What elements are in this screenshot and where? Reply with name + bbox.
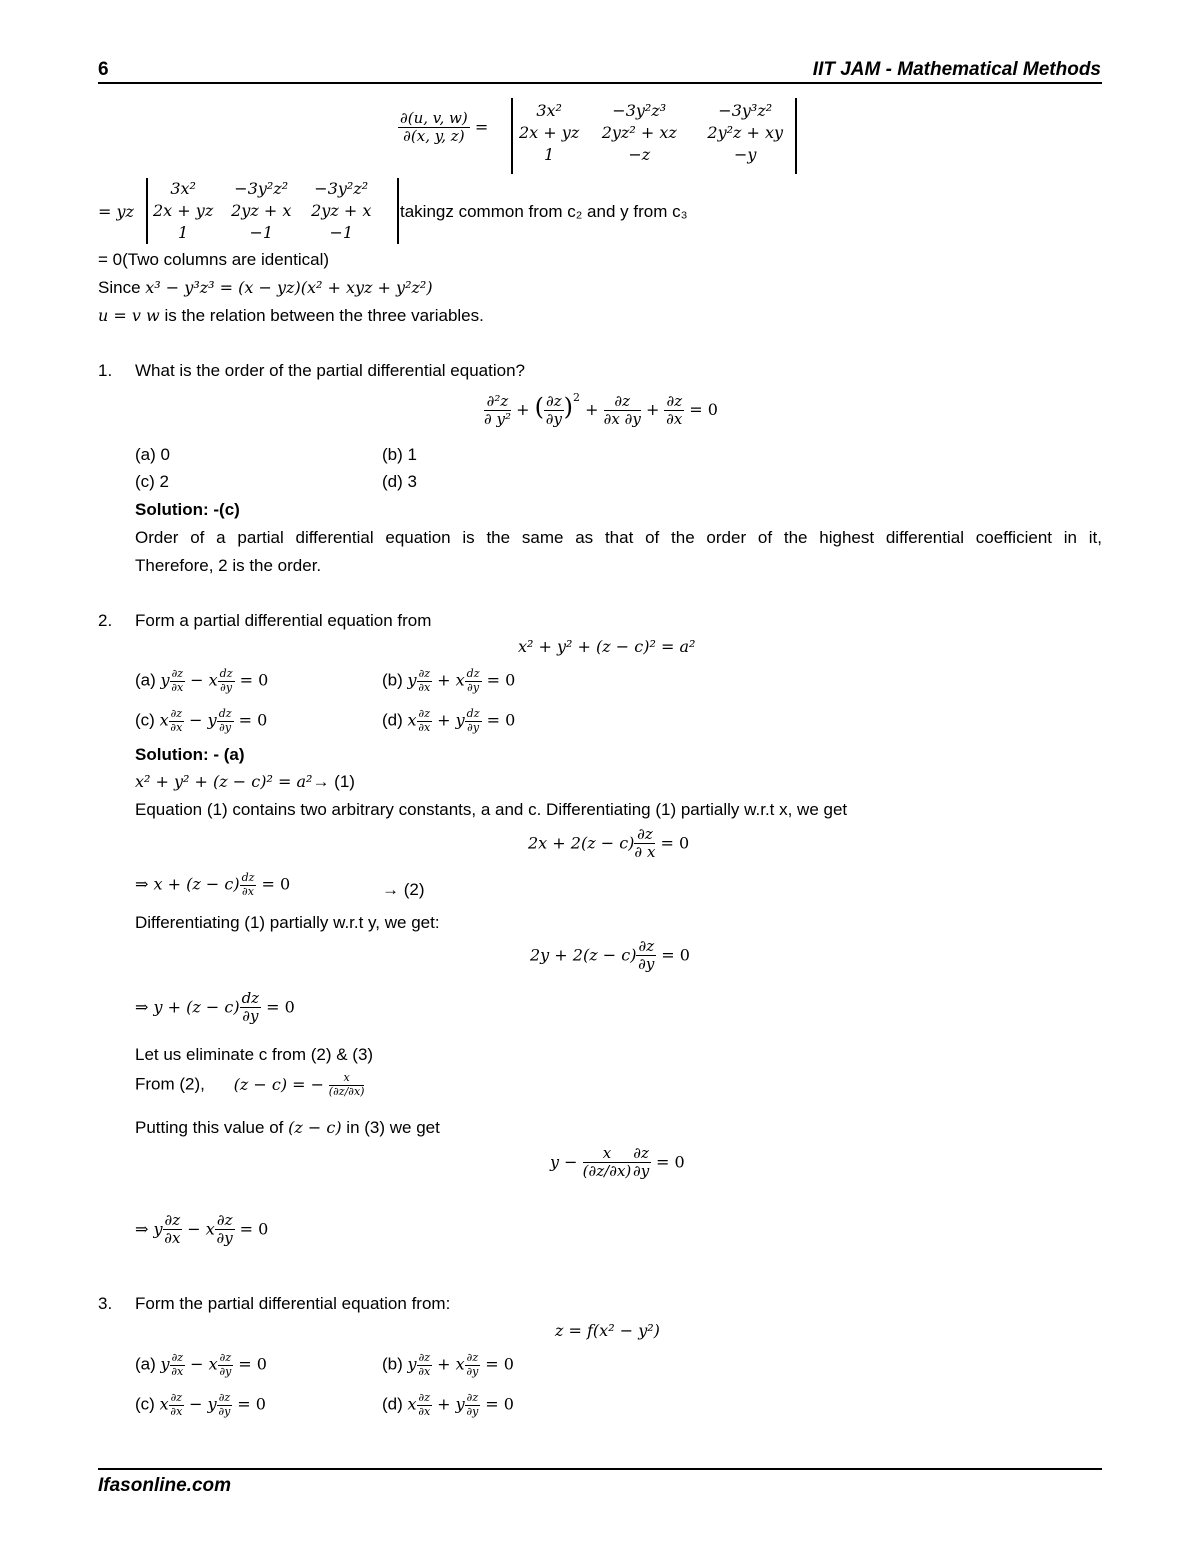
q2-eq3: ⇒ y + (z − c) $\frac{dz}{\partial y}$ = 0 xyxy=(135,989,295,1026)
q2-given-equation: x² + y² + (z − c)² = a² xyxy=(518,637,696,656)
q3-option-a-label: (a) xyxy=(135,1354,156,1374)
q3-option-d-label: (d) xyxy=(382,1394,403,1414)
jacobian-lhs: $\frac{\partial(u, v, w)}{\partial(x, y, z)}$ = xyxy=(400,109,489,146)
relation-text: is the relation between the three variables. xyxy=(164,306,484,325)
q1-solution-label: Solution: -(c) xyxy=(135,500,240,519)
since-label: Since xyxy=(98,278,141,297)
q1-equation: $\frac{\text{∂²z}}{\text{∂ y²}}$ + ( $\frac{\partial z}{\partial y}$ )$^2$ + $\frac{\partial z}{\partial x \partial y}$ + $\frac{\partial z}{\partial x}$ = 0 xyxy=(484,391,718,428)
line-since xyxy=(98,278,433,298)
q1-number: 1. xyxy=(98,361,113,380)
page-number: 6 xyxy=(98,59,109,80)
q2-option-d: (d) x $\frac{\partial z}{\partial x}$ + y $\frac{dz}{\partial y}$ = 0 xyxy=(382,707,516,734)
q2-option-c-label: (c) xyxy=(135,710,155,730)
q3-given-equation: z = f(x² − y²) xyxy=(555,1321,660,1340)
det2-matrix xyxy=(146,178,380,244)
q2-eq1-tag: → (1) xyxy=(312,772,355,791)
det1-cell: 2yz² + xz xyxy=(601,123,677,142)
jacobian-numerator: ∂(u, v, w) xyxy=(400,109,468,127)
q2-putting-prefix: Putting this value of xyxy=(135,1118,284,1137)
q3-option-c: (c) x $\frac{\partial z}{\partial x}$ − y $\frac{\partial z}{\partial y}$ = 0 xyxy=(135,1391,266,1418)
det1-cell: 3x² xyxy=(536,101,562,120)
since-identity: x³ − y³z³ = (x − yz)(x² + xyz + y²z²) xyxy=(145,278,433,297)
det2-cell: 2yz + x xyxy=(231,201,292,220)
relation-math: u = v w xyxy=(98,306,160,325)
q2-substituted: y − $\frac{x}{(\partial z/\partial x)}$ $\frac{\partial z}{\partial y}$ = 0 xyxy=(550,1144,685,1181)
q3-option-d: (d) x $\frac{\partial z}{\partial x}$ + y $\frac{\partial z}{\partial y}$ = 0 xyxy=(382,1391,514,1418)
q2-from2: From (2), (z − c) = − $\frac{x}{(\partial z/\partial x)}$ xyxy=(135,1071,365,1098)
det1-cell: −y xyxy=(734,145,757,164)
det1-cell: −z xyxy=(628,145,651,164)
q2-option-d-label: (d) xyxy=(382,710,403,730)
jacobian-denominator: ∂(x, y, z) xyxy=(403,127,465,146)
det2-cell: −3y²z² xyxy=(314,179,369,198)
q2-final: ⇒ y $\frac{\partial z}{\partial x}$ − x $\frac{\partial z}{\partial y}$ = 0 xyxy=(135,1211,269,1248)
det2-right-bar xyxy=(397,178,399,244)
q2-derivative-x: 2x + 2(z − c) $\frac{\partial z}{\partial x}$ = 0 xyxy=(528,825,690,862)
q2-putting xyxy=(135,1118,440,1138)
taking-note: takingz common from c₂ and y from c₃ xyxy=(400,202,688,221)
q2-option-a-label: (a) xyxy=(135,670,156,690)
q2-eq1 xyxy=(135,772,355,792)
footer-rule xyxy=(98,1468,1102,1470)
line-zero: = 0(Two columns are identical) xyxy=(98,250,330,269)
det1-cell: 2y²z + xy xyxy=(707,123,784,142)
header-rule xyxy=(98,82,1102,84)
q3-option-b-label: (b) xyxy=(382,1354,403,1374)
eq-yz: = yz xyxy=(98,202,134,221)
q2-option-b: (b) y $\frac{\partial z}{\partial x}$ + x $\frac{dz}{\partial y}$ = 0 xyxy=(382,667,516,694)
det2-cell: −1 xyxy=(249,223,274,242)
q2-derivative-y: 2y + 2(z − c) $\frac{\partial z}{\partial y}$ = 0 xyxy=(530,937,690,974)
q2-eq2: ⇒ x + (z − c) $\frac{dz}{\partial x}$ = 0 xyxy=(135,871,291,898)
line-relation xyxy=(98,306,484,326)
q1-question: What is the order of the partial differential equation? xyxy=(135,361,525,380)
q3-question: Form the partial differential equation from: xyxy=(135,1294,451,1313)
q3-number: 3. xyxy=(98,1294,113,1313)
q1-option-d: (d) 3 xyxy=(382,472,417,491)
q3-option-a: (a) y $\frac{\partial z}{\partial x}$ − x $\frac{\partial z}{\partial y}$ = 0 xyxy=(135,1351,267,1378)
q2-eq2-tag: → (2) xyxy=(382,880,425,899)
det2-cell: 3x² xyxy=(170,179,196,198)
q2-explain-2: Differentiating (1) partially w.r.t y, we get: xyxy=(135,913,440,932)
q2-number: 2. xyxy=(98,611,113,630)
q1-option-b: (b) 1 xyxy=(382,445,417,464)
q3-option-b: (b) y $\frac{\partial z}{\partial x}$ + x $\frac{\partial z}{\partial y}$ = 0 xyxy=(382,1351,514,1378)
q3-option-c-label: (c) xyxy=(135,1394,155,1414)
q2-option-a: (a) y $\frac{\partial z}{\partial x}$ − x $\frac{dz}{\partial y}$ = 0 xyxy=(135,667,269,694)
q2-putting-math: (z − c) xyxy=(288,1118,342,1137)
q2-explain-1: Equation (1) contains two arbitrary constants, a and c. Differentiating (1) partially w.r.t x, we get xyxy=(135,800,848,819)
q2-from2-label: From (2), xyxy=(135,1074,205,1094)
det1-cell: 2x + yz xyxy=(519,123,580,142)
footer-site: Ifasonline.com xyxy=(98,1475,232,1496)
q2-putting-suffix: in (3) we get xyxy=(346,1118,440,1137)
q2-explain-3: Let us eliminate c from (2) & (3) xyxy=(135,1045,374,1064)
det1-cell: −3y²z³ xyxy=(612,101,667,120)
det2-cell: −1 xyxy=(329,223,354,242)
det1-matrix xyxy=(512,100,798,166)
q2-eq1-math: x² + y² + (z − c)² = a² xyxy=(135,772,313,791)
header-title: IIT JAM - Mathematical Methods xyxy=(812,59,1101,80)
q2-solution-label: Solution: - (a) xyxy=(135,745,245,764)
q2-question: Form a partial differential equation from xyxy=(135,611,432,630)
q1-option-a: (a) 0 xyxy=(135,445,170,464)
q1-explanation-2: Therefore, 2 is the order. xyxy=(135,556,322,575)
q2-option-b-label: (b) xyxy=(382,670,403,690)
det1-cell: 1 xyxy=(544,145,555,164)
q1-option-c: (c) 2 xyxy=(135,472,169,491)
det2-cell: 1 xyxy=(178,223,189,242)
det2-cell: 2x + yz xyxy=(153,201,214,220)
q1-explanation-1: Order of a partial differential equation is the same as that of the order of the highest differential coefficient in it, xyxy=(135,528,1102,547)
q2-option-c: (c) x $\frac{\partial z}{\partial x}$ − y $\frac{dz}{\partial y}$ = 0 xyxy=(135,707,268,734)
det2-cell: −3y²z² xyxy=(234,179,289,198)
det2-cell: 2yz + x xyxy=(311,201,372,220)
det1-cell: −3y³z² xyxy=(718,101,773,120)
